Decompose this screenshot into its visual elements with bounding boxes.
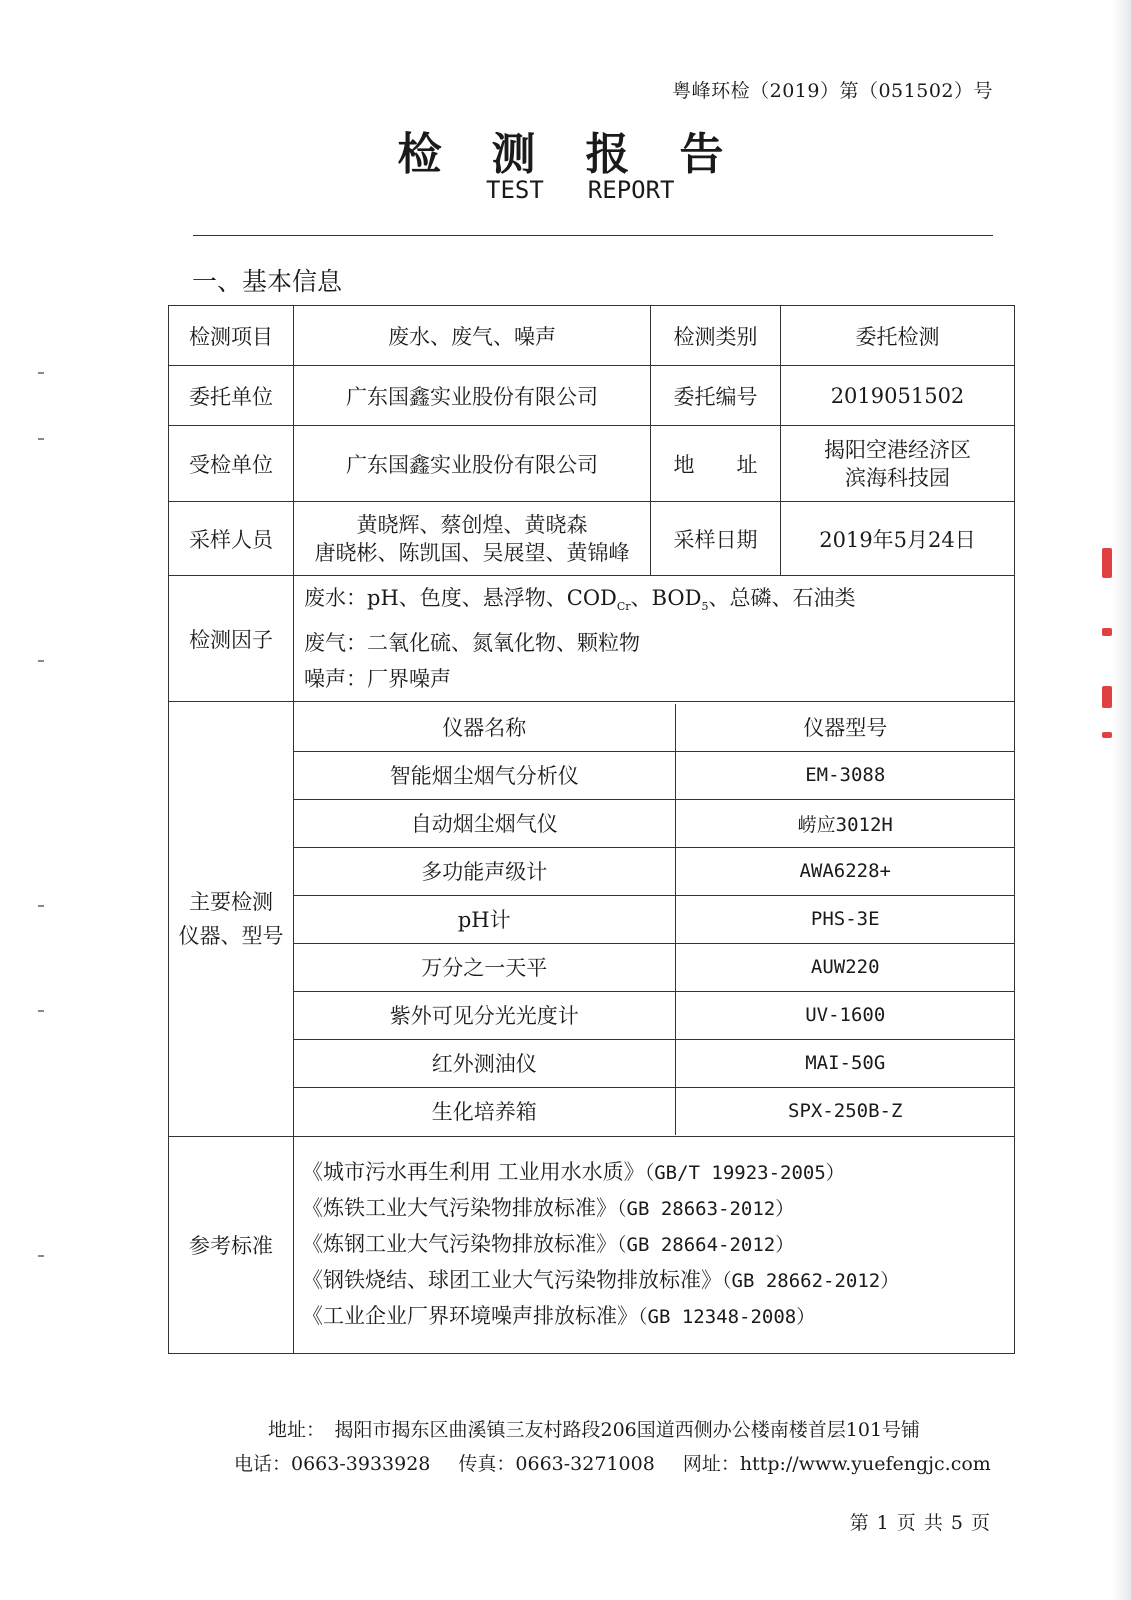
red-stamp-fragment [1102, 732, 1112, 738]
footer-phone: 电话：0663-3933928 [234, 1453, 431, 1475]
red-stamp-fragment [1102, 686, 1112, 708]
instrument-model: AUW220 [675, 943, 1015, 991]
factor-water-text: 废水：pH、色度、悬浮物、COD [304, 585, 617, 610]
standard-name: 《炼钢工业大气污染物排放标准》 [302, 1232, 617, 1256]
instrument-name: 智能烟尘烟气分析仪 [294, 751, 675, 799]
report-title: 检测报告 [397, 129, 774, 180]
scan-mark [38, 372, 44, 374]
scan-mark [38, 660, 44, 662]
instrument-table [294, 704, 1015, 1135]
instrument-name: 生化培养箱 [294, 1087, 675, 1135]
scan-mark [38, 438, 44, 440]
factor-noise: 噪声：厂界噪声 [304, 667, 451, 692]
scan-mark [38, 1010, 44, 1012]
instrument-header-row [294, 704, 1015, 752]
standard-item [302, 1227, 1014, 1263]
cell-value: 委托检测 [781, 306, 1015, 366]
cell-label: 检测项目 [169, 306, 294, 366]
instrument-model: MAI-50G [675, 1039, 1015, 1087]
standard-code: （GB/T 19923-2005） [644, 1162, 845, 1184]
cell-label: 受检单位 [169, 426, 294, 502]
instrument-model: SPX-250B-Z [675, 1087, 1015, 1135]
cell-label: 采样日期 [651, 502, 781, 576]
instrument-row [294, 847, 1015, 895]
instrument-row [294, 991, 1015, 1039]
red-stamp-fragment [1102, 628, 1112, 636]
instrument-name: 自动烟尘烟气仪 [294, 799, 675, 847]
footer-fax: 传真：0663-3271008 [458, 1453, 655, 1475]
instrument-label-line: 主要检测 [189, 890, 273, 914]
factor-water-text: 、BOD [630, 585, 702, 610]
cell-label: 采样人员 [169, 502, 294, 576]
standard-item [302, 1155, 1014, 1191]
cell-value: 广东国鑫实业股份有限公司 [294, 366, 651, 426]
instrument-model: EM-3088 [675, 751, 1015, 799]
instrument-model: 崂应3012H [675, 799, 1015, 847]
scan-mark [38, 905, 44, 907]
standard-name: 《城市污水再生利用 工业用水水质》 [302, 1160, 645, 1184]
instrument-row [294, 895, 1015, 943]
title-en-word: TEST [486, 176, 544, 204]
instrument-name: 多功能声级计 [294, 847, 675, 895]
table-row [169, 426, 1015, 502]
table-row [169, 576, 1015, 702]
instrument-label-line: 仪器、型号 [178, 924, 284, 948]
factor-gas: 废气：二氧化硫、氮氧化物、颗粒物 [304, 631, 640, 656]
address-line: 滨海科技园 [845, 465, 950, 490]
sampler-line: 唐晓彬、陈凯国、吴展望、黄锦峰 [314, 540, 630, 565]
instrument-row [294, 943, 1015, 991]
standard-item [302, 1191, 1014, 1227]
instrument-name: 紫外可见分光光度计 [294, 991, 675, 1039]
table-row [169, 306, 1015, 366]
footer-address: 地址： 揭阳市揭东区曲溪镇三友村路段206国道西侧办公楼南楼首层101号铺 [268, 1419, 921, 1441]
instrument-name: pH计 [294, 895, 675, 943]
table-row [169, 502, 1015, 576]
instrument-model: UV-1600 [675, 991, 1015, 1039]
cell-label: 地 址 [651, 426, 781, 502]
address-line: 揭阳空港经济区 [824, 437, 971, 462]
factor-water [304, 580, 1014, 625]
scan-mark [38, 1255, 44, 1257]
bod-subscript: 5 [701, 600, 709, 614]
instrument-row [294, 799, 1015, 847]
standard-name: 《工业企业厂界环境噪声排放标准》 [302, 1304, 638, 1328]
section-heading: 一、基本信息 [192, 267, 343, 296]
cell-value [294, 502, 651, 576]
cod-subscript: Cr [616, 600, 631, 614]
instrument-cell [294, 702, 1015, 1137]
instrument-model: PHS-3E [675, 895, 1015, 943]
standard-item [302, 1299, 1014, 1335]
cell-label: 委托编号 [651, 366, 781, 426]
cell-label [169, 702, 294, 1137]
red-stamp-fragment [1102, 548, 1112, 578]
cell-value: 废水、废气、噪声 [294, 306, 651, 366]
sampler-line: 黄晓辉、蔡创煌、黄晓森 [356, 512, 588, 537]
cell-value: 2019年5月24日 [781, 502, 1015, 576]
footer-contact [234, 1449, 1019, 1476]
instrument-name: 万分之一天平 [294, 943, 675, 991]
page-edge-shadow [1113, 0, 1131, 1600]
standard-code: （GB 28663-2012） [617, 1198, 795, 1220]
table-row [169, 702, 1015, 1137]
document-number: 粤峰环检（2019）第（051502）号 [672, 80, 993, 102]
cell-value [781, 426, 1015, 502]
standard-code: （GB 12348-2008） [638, 1306, 816, 1328]
table-row [169, 366, 1015, 426]
instrument-name: 红外测油仪 [294, 1039, 675, 1087]
page-number: 第 1 页 共 5 页 [849, 1512, 991, 1534]
cell-label: 委托单位 [169, 366, 294, 426]
standard-name: 《钢铁烧结、球团工业大气污染物排放标准》 [302, 1268, 722, 1292]
instrument-row [294, 751, 1015, 799]
standard-code: （GB 28662-2012） [722, 1270, 900, 1292]
title-en-word: REPORT [587, 176, 675, 204]
cell-value: 广东国鑫实业股份有限公司 [294, 426, 651, 502]
standard-item [302, 1263, 1014, 1299]
instrument-model: AWA6228+ [675, 847, 1015, 895]
instrument-row [294, 1087, 1015, 1135]
header-divider [193, 235, 993, 236]
standard-name: 《炼铁工业大气污染物排放标准》 [302, 1196, 617, 1220]
basic-info-table [168, 305, 1015, 1354]
footer-website: 网址：http://www.yuefengjc.com [682, 1453, 991, 1475]
column-header: 仪器名称 [294, 704, 675, 752]
cell-label: 检测类别 [651, 306, 781, 366]
standard-code: （GB 28664-2012） [617, 1234, 795, 1256]
column-header: 仪器型号 [675, 704, 1015, 752]
factor-water-text: 、总磷、石油类 [708, 585, 856, 610]
cell-label: 检测因子 [169, 576, 294, 702]
factors-cell [294, 576, 1015, 702]
standards-cell [294, 1137, 1015, 1354]
table-row [169, 1137, 1015, 1354]
report-title-english [486, 176, 675, 204]
cell-label: 参考标准 [169, 1137, 294, 1354]
instrument-row [294, 1039, 1015, 1087]
cell-value: 2019051502 [781, 366, 1015, 426]
